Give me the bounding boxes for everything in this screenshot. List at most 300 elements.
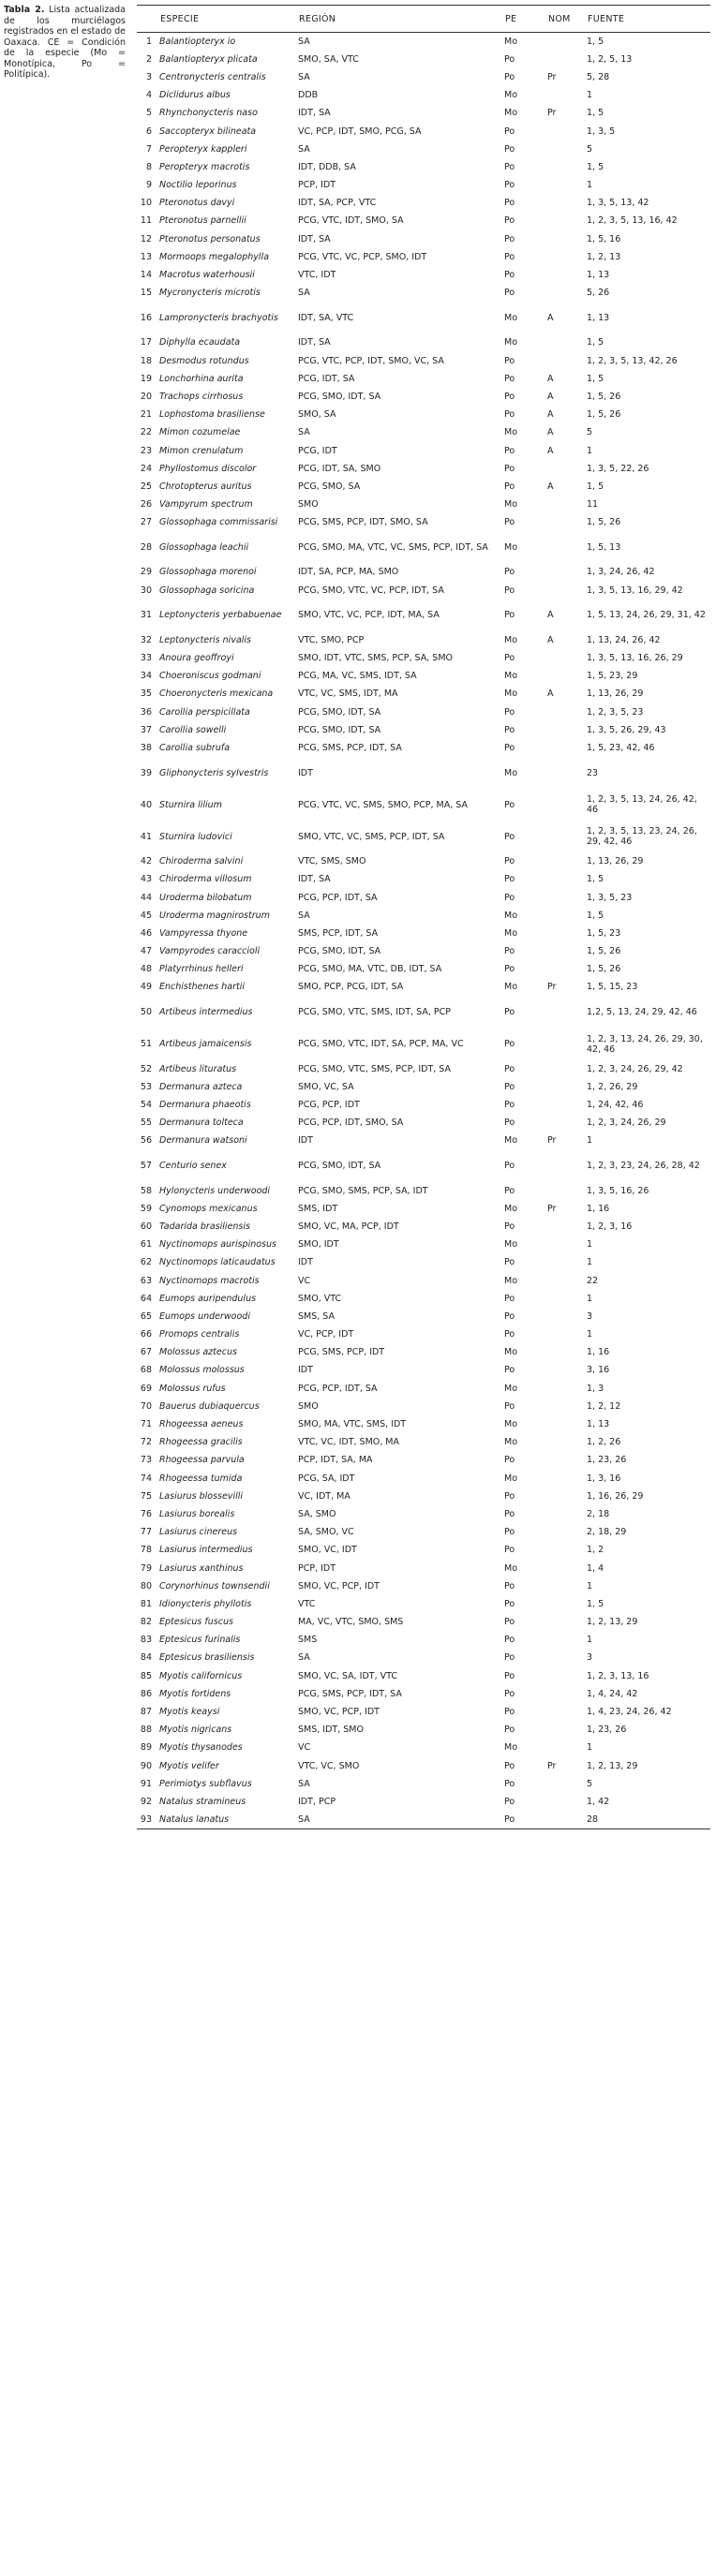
species-name: Diphylla ecaudata bbox=[159, 337, 241, 348]
row-number: 8 bbox=[145, 161, 152, 172]
pe-status: Po bbox=[504, 1707, 515, 1718]
species-name: Leptonycteris yerbabuenae bbox=[159, 610, 282, 621]
region-list: VC, PCP, IDT bbox=[298, 1329, 354, 1340]
species-name: Dermanura tolteca bbox=[159, 1118, 244, 1129]
nom-status bbox=[547, 1361, 587, 1379]
table-row bbox=[137, 870, 710, 888]
species-name: Cynomops mexicanus bbox=[159, 1203, 258, 1214]
species-name: Anoura geoffroyi bbox=[159, 653, 234, 664]
pe-status: Po bbox=[504, 892, 515, 903]
region-list: PCG, PCP, IDT, SMO, SA bbox=[298, 1118, 404, 1129]
table-row bbox=[137, 302, 710, 333]
table-row bbox=[137, 176, 710, 194]
row-number: 78 bbox=[140, 1545, 152, 1556]
pe-status: Po bbox=[504, 1400, 515, 1412]
pe-status: Po bbox=[504, 1063, 515, 1074]
species-name: Centurio senex bbox=[159, 1161, 227, 1171]
table-row bbox=[137, 942, 710, 960]
nom-status bbox=[547, 667, 587, 685]
nom-status bbox=[547, 1649, 587, 1666]
region-list: VC, PCP, IDT, SMO, PCG, SA bbox=[298, 126, 422, 137]
table-row bbox=[137, 33, 710, 51]
table-row bbox=[137, 1150, 710, 1182]
pe-status: Mo bbox=[504, 1437, 518, 1448]
species-name: Pteronotus parnellii bbox=[159, 215, 246, 227]
region-list: SMO, VC, MA, PCP, IDT bbox=[298, 1221, 399, 1232]
species-name: Molossus aztecus bbox=[159, 1347, 237, 1358]
species-name: Centronycteris centralis bbox=[159, 71, 266, 82]
source-list: 1, 2, 3, 23, 24, 26, 28, 42 bbox=[587, 1161, 700, 1171]
region-list: VTC, IDT bbox=[298, 270, 336, 281]
region-list: SMO, VC, PCP, IDT bbox=[298, 1707, 380, 1718]
pe-status: Mo bbox=[504, 337, 518, 348]
row-number: 39 bbox=[140, 767, 152, 778]
pe-status: Po bbox=[504, 1118, 515, 1129]
source-list: 1 bbox=[587, 1257, 593, 1268]
source-list: 1, 5 bbox=[587, 108, 604, 119]
nom-status bbox=[547, 1236, 587, 1253]
region-list: PCG, PCP, IDT, SA bbox=[298, 892, 378, 903]
row-number: 2 bbox=[145, 53, 152, 65]
region-list: PCG, SMO, SMS, PCP, SA, IDT bbox=[298, 1185, 428, 1196]
species-name: Rhogeessa aeneus bbox=[159, 1419, 244, 1430]
pe-status: Po bbox=[504, 585, 515, 596]
row-number: 90 bbox=[140, 1760, 152, 1771]
region-list: SA bbox=[298, 1778, 310, 1789]
pe-status: Po bbox=[504, 831, 515, 842]
species-name: Phyllostomus discolor bbox=[159, 463, 257, 474]
table-row bbox=[137, 1029, 710, 1060]
pe-status: Po bbox=[504, 653, 515, 664]
source-list: 1, 2, 13 bbox=[587, 251, 621, 262]
row-number: 21 bbox=[140, 409, 152, 421]
source-list: 1, 23, 26 bbox=[587, 1725, 627, 1736]
source-list: 1, 5, 15, 23 bbox=[587, 982, 638, 993]
species-name: Artibeus intermedius bbox=[159, 1007, 253, 1018]
table-row bbox=[137, 667, 710, 685]
nom-status bbox=[547, 122, 587, 140]
table-row bbox=[137, 352, 710, 370]
row-number: 89 bbox=[140, 1742, 152, 1754]
source-list: 1 bbox=[587, 445, 593, 456]
nom-status bbox=[547, 1114, 587, 1132]
pe-status: Mo bbox=[504, 1203, 518, 1214]
region-list: SMS, PCP, IDT, SA bbox=[298, 927, 379, 939]
region-list: VC bbox=[298, 1742, 311, 1754]
table-caption bbox=[4, 5, 126, 81]
row-number: 17 bbox=[140, 337, 152, 348]
pe-status: Po bbox=[504, 1617, 515, 1628]
region-list: IDT, SA bbox=[298, 108, 331, 119]
source-list: 1, 5, 26 bbox=[587, 946, 621, 957]
row-number: 29 bbox=[140, 567, 152, 578]
pe-status: Po bbox=[504, 53, 515, 65]
species-name: Nyctinomops macrotis bbox=[159, 1275, 260, 1286]
species-name: Carollia perspicillata bbox=[159, 706, 250, 718]
species-name: Perimiotys subflavus bbox=[159, 1778, 252, 1789]
region-list: PCG, VTC, VC, SMS, SMO, PCP, MA, SA bbox=[298, 799, 468, 810]
table-row bbox=[137, 1325, 710, 1343]
pe-status: Po bbox=[504, 463, 515, 474]
header-especie: ESPECIE bbox=[159, 6, 298, 33]
pe-status: Po bbox=[504, 1161, 515, 1171]
nom-status bbox=[547, 1541, 587, 1559]
species-name: Lasiurus borealis bbox=[159, 1508, 235, 1519]
nom-status bbox=[547, 1290, 587, 1308]
nom-status bbox=[547, 1271, 587, 1289]
pe-status: Mo bbox=[504, 312, 518, 323]
source-list: 1, 3, 5, 26, 29, 43 bbox=[587, 724, 666, 735]
source-list: 5 bbox=[587, 427, 593, 438]
table-row bbox=[137, 388, 710, 406]
table-row bbox=[137, 1595, 710, 1613]
nom-status bbox=[547, 86, 587, 104]
table-row bbox=[137, 852, 710, 870]
source-list: 1 bbox=[587, 1580, 593, 1591]
nom-status bbox=[547, 230, 587, 248]
row-number: 37 bbox=[140, 724, 152, 735]
nom-status bbox=[547, 460, 587, 478]
region-list: PCG, SMO, IDT, SA bbox=[298, 724, 381, 735]
nom-status bbox=[547, 852, 587, 870]
region-list: PCG, SMO, IDT, SA bbox=[298, 946, 381, 957]
source-list: 1, 3 bbox=[587, 1383, 604, 1394]
species-name: Carollia sowelli bbox=[159, 724, 227, 735]
region-list: SMO bbox=[298, 1400, 319, 1412]
region-list: PCG, SMO, MA, VTC, DB, IDT, SA bbox=[298, 964, 442, 975]
source-list: 1,2, 5, 13, 24, 29, 42, 46 bbox=[587, 1007, 697, 1018]
pe-status: Po bbox=[504, 215, 515, 227]
nom-status bbox=[547, 176, 587, 194]
region-list: SA bbox=[298, 427, 310, 438]
nom-status bbox=[547, 757, 587, 789]
source-list: 1, 3, 5, 23 bbox=[587, 892, 633, 903]
region-list: PCG, SMO, VTC, SMS, IDT, SA, PCP bbox=[298, 1007, 452, 1018]
source-list: 1, 2 bbox=[587, 1545, 604, 1556]
region-list: SA bbox=[298, 910, 310, 921]
row-number: 71 bbox=[140, 1419, 152, 1430]
nom-status: Pr bbox=[547, 1135, 557, 1147]
species-table bbox=[137, 5, 710, 1829]
region-list: PCG, SMS, PCP, IDT bbox=[298, 1347, 385, 1358]
table-row bbox=[137, 907, 710, 925]
species-name: Molossus molossus bbox=[159, 1365, 245, 1376]
region-list: PCG, PCP, IDT bbox=[298, 1100, 360, 1111]
table-row bbox=[137, 1757, 710, 1775]
source-list: 1, 2, 13, 29 bbox=[587, 1760, 638, 1771]
pe-status: Po bbox=[504, 251, 515, 262]
table-row bbox=[137, 1290, 710, 1308]
region-list: DDB bbox=[298, 90, 319, 101]
region-list: PCG, PCP, IDT, SA bbox=[298, 1383, 378, 1394]
source-list: 1 bbox=[587, 1635, 593, 1646]
region-list: VTC, VC, SMO bbox=[298, 1760, 360, 1771]
row-number: 31 bbox=[140, 610, 152, 621]
species-name: Eptesicus furinalis bbox=[159, 1635, 241, 1646]
nom-status: Pr bbox=[547, 108, 557, 119]
region-list: PCP, IDT bbox=[298, 1562, 336, 1574]
nom-status bbox=[547, 141, 587, 158]
table-row bbox=[137, 1613, 710, 1631]
table-row bbox=[137, 888, 710, 906]
source-list: 1, 42 bbox=[587, 1796, 610, 1807]
pe-status: Po bbox=[504, 1796, 515, 1807]
region-list: PCG, SMO, IDT, SA bbox=[298, 1161, 381, 1171]
region-list: SMO, VC, PCP, IDT bbox=[298, 1580, 380, 1591]
table-row bbox=[137, 1236, 710, 1253]
source-list: 11 bbox=[587, 499, 599, 511]
row-number: 14 bbox=[140, 270, 152, 281]
pe-status: Po bbox=[504, 1635, 515, 1646]
row-number: 20 bbox=[140, 391, 152, 402]
row-number: 27 bbox=[140, 517, 152, 528]
region-list: SMS bbox=[298, 1635, 318, 1646]
row-number: 25 bbox=[140, 481, 152, 492]
nom-status: A bbox=[547, 634, 554, 645]
source-list: 1, 2, 3, 5, 13, 24, 26, 42, 46 bbox=[587, 794, 697, 816]
region-list: PCG, SMO, IDT, SA bbox=[298, 391, 381, 402]
nom-status bbox=[547, 1577, 587, 1595]
row-number: 63 bbox=[140, 1275, 152, 1286]
source-list: 1, 5 bbox=[587, 161, 604, 172]
source-list: 1, 4 bbox=[587, 1562, 604, 1574]
region-list: VC bbox=[298, 1275, 311, 1286]
species-name: Molossus rufus bbox=[159, 1383, 226, 1394]
species-name: Dermanura phaeotis bbox=[159, 1100, 251, 1111]
row-number: 40 bbox=[140, 799, 152, 810]
row-number: 83 bbox=[140, 1635, 152, 1646]
table-row bbox=[137, 1253, 710, 1271]
nom-status bbox=[547, 51, 587, 68]
row-number: 88 bbox=[140, 1725, 152, 1736]
row-number: 61 bbox=[140, 1239, 152, 1251]
row-number: 53 bbox=[140, 1081, 152, 1092]
nom-status bbox=[547, 1218, 587, 1236]
table-row bbox=[137, 631, 710, 649]
header-number bbox=[137, 6, 159, 33]
table-row bbox=[137, 757, 710, 789]
pe-status: Mo bbox=[504, 541, 518, 553]
row-number: 42 bbox=[140, 856, 152, 867]
row-number: 75 bbox=[140, 1490, 152, 1502]
table-row bbox=[137, 1218, 710, 1236]
header-pe: PE bbox=[504, 6, 547, 33]
source-list: 1 bbox=[587, 1329, 593, 1340]
species-name: Mormoops megalophylla bbox=[159, 251, 269, 262]
nom-status: A bbox=[547, 481, 554, 492]
nom-status bbox=[547, 284, 587, 302]
region-list: SA bbox=[298, 1652, 310, 1664]
row-number: 67 bbox=[140, 1347, 152, 1358]
nom-status: A bbox=[547, 373, 554, 384]
species-name: Gliphonycteris sylvestris bbox=[159, 767, 269, 778]
region-list: VTC, VC, SMS, IDT, MA bbox=[298, 688, 398, 700]
row-number: 85 bbox=[140, 1670, 152, 1681]
table-row bbox=[137, 1096, 710, 1114]
region-list: SA bbox=[298, 71, 310, 82]
table-row bbox=[137, 212, 710, 229]
source-list: 3 bbox=[587, 1652, 593, 1664]
pe-status: Po bbox=[504, 1329, 515, 1340]
table-row bbox=[137, 703, 710, 721]
species-name: Myotis thysanodes bbox=[159, 1742, 243, 1754]
nom-status bbox=[547, 703, 587, 721]
row-number: 56 bbox=[140, 1135, 152, 1147]
pe-status: Po bbox=[504, 1652, 515, 1664]
species-name: Mimon crenulatum bbox=[159, 445, 244, 456]
species-name: Pteronotus personatus bbox=[159, 233, 261, 244]
source-list: 1, 5 bbox=[587, 910, 604, 921]
row-number: 12 bbox=[140, 233, 152, 244]
table-row bbox=[137, 925, 710, 942]
pe-status: Po bbox=[504, 445, 515, 456]
nom-status bbox=[547, 925, 587, 942]
row-number: 51 bbox=[140, 1039, 152, 1050]
region-list: PCG, VTC, IDT, SMO, SA bbox=[298, 215, 404, 227]
pe-status: Po bbox=[504, 1007, 515, 1018]
pe-status: Po bbox=[504, 1490, 515, 1502]
source-list: 1 bbox=[587, 1742, 593, 1754]
species-name: Myotis fortidens bbox=[159, 1688, 231, 1699]
nom-status bbox=[547, 158, 587, 176]
pe-status: Po bbox=[504, 874, 515, 885]
table-row bbox=[137, 1541, 710, 1559]
pe-status: Po bbox=[504, 373, 515, 384]
table-row bbox=[137, 978, 710, 996]
source-list: 2, 18 bbox=[587, 1508, 610, 1519]
nom-status: Pr bbox=[547, 982, 557, 993]
source-list: 5, 28 bbox=[587, 71, 610, 82]
table-row bbox=[137, 1451, 710, 1469]
row-number: 49 bbox=[140, 982, 152, 993]
region-list: PCG, SMO, VTC, IDT, SA, PCP, MA, VC bbox=[298, 1039, 464, 1050]
nom-status bbox=[547, 563, 587, 581]
row-number: 64 bbox=[140, 1293, 152, 1304]
table-row bbox=[137, 563, 710, 581]
pe-status: Po bbox=[504, 161, 515, 172]
row-number: 65 bbox=[140, 1310, 152, 1322]
nom-status bbox=[547, 907, 587, 925]
row-number: 93 bbox=[137, 1811, 159, 1828]
table-row bbox=[137, 1721, 710, 1739]
region-list: IDT, SA bbox=[298, 233, 331, 244]
species-name: Enchisthenes hartii bbox=[159, 982, 246, 993]
table-row bbox=[137, 513, 710, 531]
pe-status: Po bbox=[504, 1221, 515, 1232]
nom-status: A bbox=[547, 445, 554, 456]
species-name: Lampronycteris brachyotis bbox=[159, 312, 278, 323]
region-list: SMS, IDT, SMO bbox=[298, 1725, 364, 1736]
source-list: 1, 2, 3, 5, 13, 16, 42 bbox=[587, 215, 678, 227]
nom-status bbox=[547, 212, 587, 229]
species-name: Glossophaga morenoi bbox=[159, 567, 257, 578]
species-name: Platyrrhinus helleri bbox=[159, 964, 244, 975]
species-name: Eptesicus brasiliensis bbox=[159, 1652, 255, 1664]
pe-status: Po bbox=[504, 742, 515, 753]
source-list: 1, 13 bbox=[587, 312, 610, 323]
nom-status bbox=[547, 1253, 587, 1271]
source-list: 2, 18, 29 bbox=[587, 1527, 627, 1538]
species-name: Myotis keaysi bbox=[159, 1707, 220, 1718]
species-name: Balantiopteryx plicata bbox=[159, 53, 258, 65]
row-number: 45 bbox=[140, 910, 152, 921]
region-list: IDT bbox=[298, 767, 313, 778]
table-row bbox=[137, 1182, 710, 1200]
species-name: Idionycteris phyllotis bbox=[159, 1598, 252, 1609]
nom-status bbox=[547, 1433, 587, 1451]
table-row bbox=[137, 582, 710, 600]
table-row bbox=[137, 1703, 710, 1721]
pe-status: Po bbox=[504, 1527, 515, 1538]
source-list: 1, 2, 5, 13 bbox=[587, 53, 633, 65]
nom-status bbox=[547, 1775, 587, 1793]
region-list: PCG, SMO, VTC, SMS, PCP, IDT, SA bbox=[298, 1063, 452, 1074]
pe-status: Po bbox=[504, 1310, 515, 1322]
pe-status: Po bbox=[504, 1039, 515, 1050]
species-name: Corynorhinus townsendii bbox=[159, 1580, 270, 1591]
nom-status bbox=[547, 1505, 587, 1523]
row-number: 23 bbox=[140, 445, 152, 456]
row-number: 6 bbox=[145, 126, 152, 137]
row-number: 15 bbox=[140, 288, 152, 299]
species-name: Hylonycteris underwoodi bbox=[159, 1185, 271, 1196]
row-number: 80 bbox=[140, 1580, 152, 1591]
region-list: SMS, IDT bbox=[298, 1203, 338, 1214]
source-list: 1 bbox=[587, 1135, 593, 1147]
table-row bbox=[137, 821, 710, 852]
region-list: VTC bbox=[298, 1598, 316, 1609]
species-name: Promops centralis bbox=[159, 1329, 240, 1340]
source-list: 1, 2, 13, 29 bbox=[587, 1617, 638, 1628]
pe-status: Po bbox=[504, 1365, 515, 1376]
region-list: IDT bbox=[298, 1365, 313, 1376]
pe-status: Po bbox=[504, 517, 515, 528]
species-name: Vampyrodes caraccioli bbox=[159, 946, 261, 957]
row-number: 32 bbox=[140, 634, 152, 645]
species-name: Leptonycteris nivalis bbox=[159, 634, 251, 645]
nom-status bbox=[547, 1029, 587, 1060]
nom-status: A bbox=[547, 610, 554, 621]
row-number: 36 bbox=[140, 706, 152, 718]
pe-status: Mo bbox=[504, 1383, 518, 1394]
source-list: 1 bbox=[587, 1293, 593, 1304]
species-name: Choeroniscus godmani bbox=[159, 671, 261, 682]
source-list: 28 bbox=[587, 1811, 710, 1828]
source-list: 5, 26 bbox=[587, 288, 610, 299]
row-number: 76 bbox=[140, 1508, 152, 1519]
region-list: PCG, MA, VC, SMS, IDT, SA bbox=[298, 671, 417, 682]
row-number: 72 bbox=[140, 1437, 152, 1448]
table-row bbox=[137, 1114, 710, 1132]
row-number: 81 bbox=[140, 1598, 152, 1609]
region-list: PCG, SMS, PCP, IDT, SA bbox=[298, 1688, 402, 1699]
nom-status bbox=[547, 33, 587, 51]
species-name: Peropteryx macrotis bbox=[159, 161, 250, 172]
row-number: 34 bbox=[140, 671, 152, 682]
nom-status bbox=[547, 721, 587, 739]
table-row bbox=[137, 739, 710, 757]
nom-status bbox=[547, 531, 587, 563]
table-row bbox=[137, 1415, 710, 1433]
pe-status: Po bbox=[504, 288, 515, 299]
row-number: 1 bbox=[145, 36, 152, 47]
region-list: PCP, IDT, SA, MA bbox=[298, 1455, 373, 1466]
table-row bbox=[137, 1685, 710, 1703]
nom-status bbox=[547, 496, 587, 513]
table-row bbox=[137, 1380, 710, 1398]
table-row bbox=[137, 960, 710, 978]
row-number: 22 bbox=[140, 427, 152, 438]
